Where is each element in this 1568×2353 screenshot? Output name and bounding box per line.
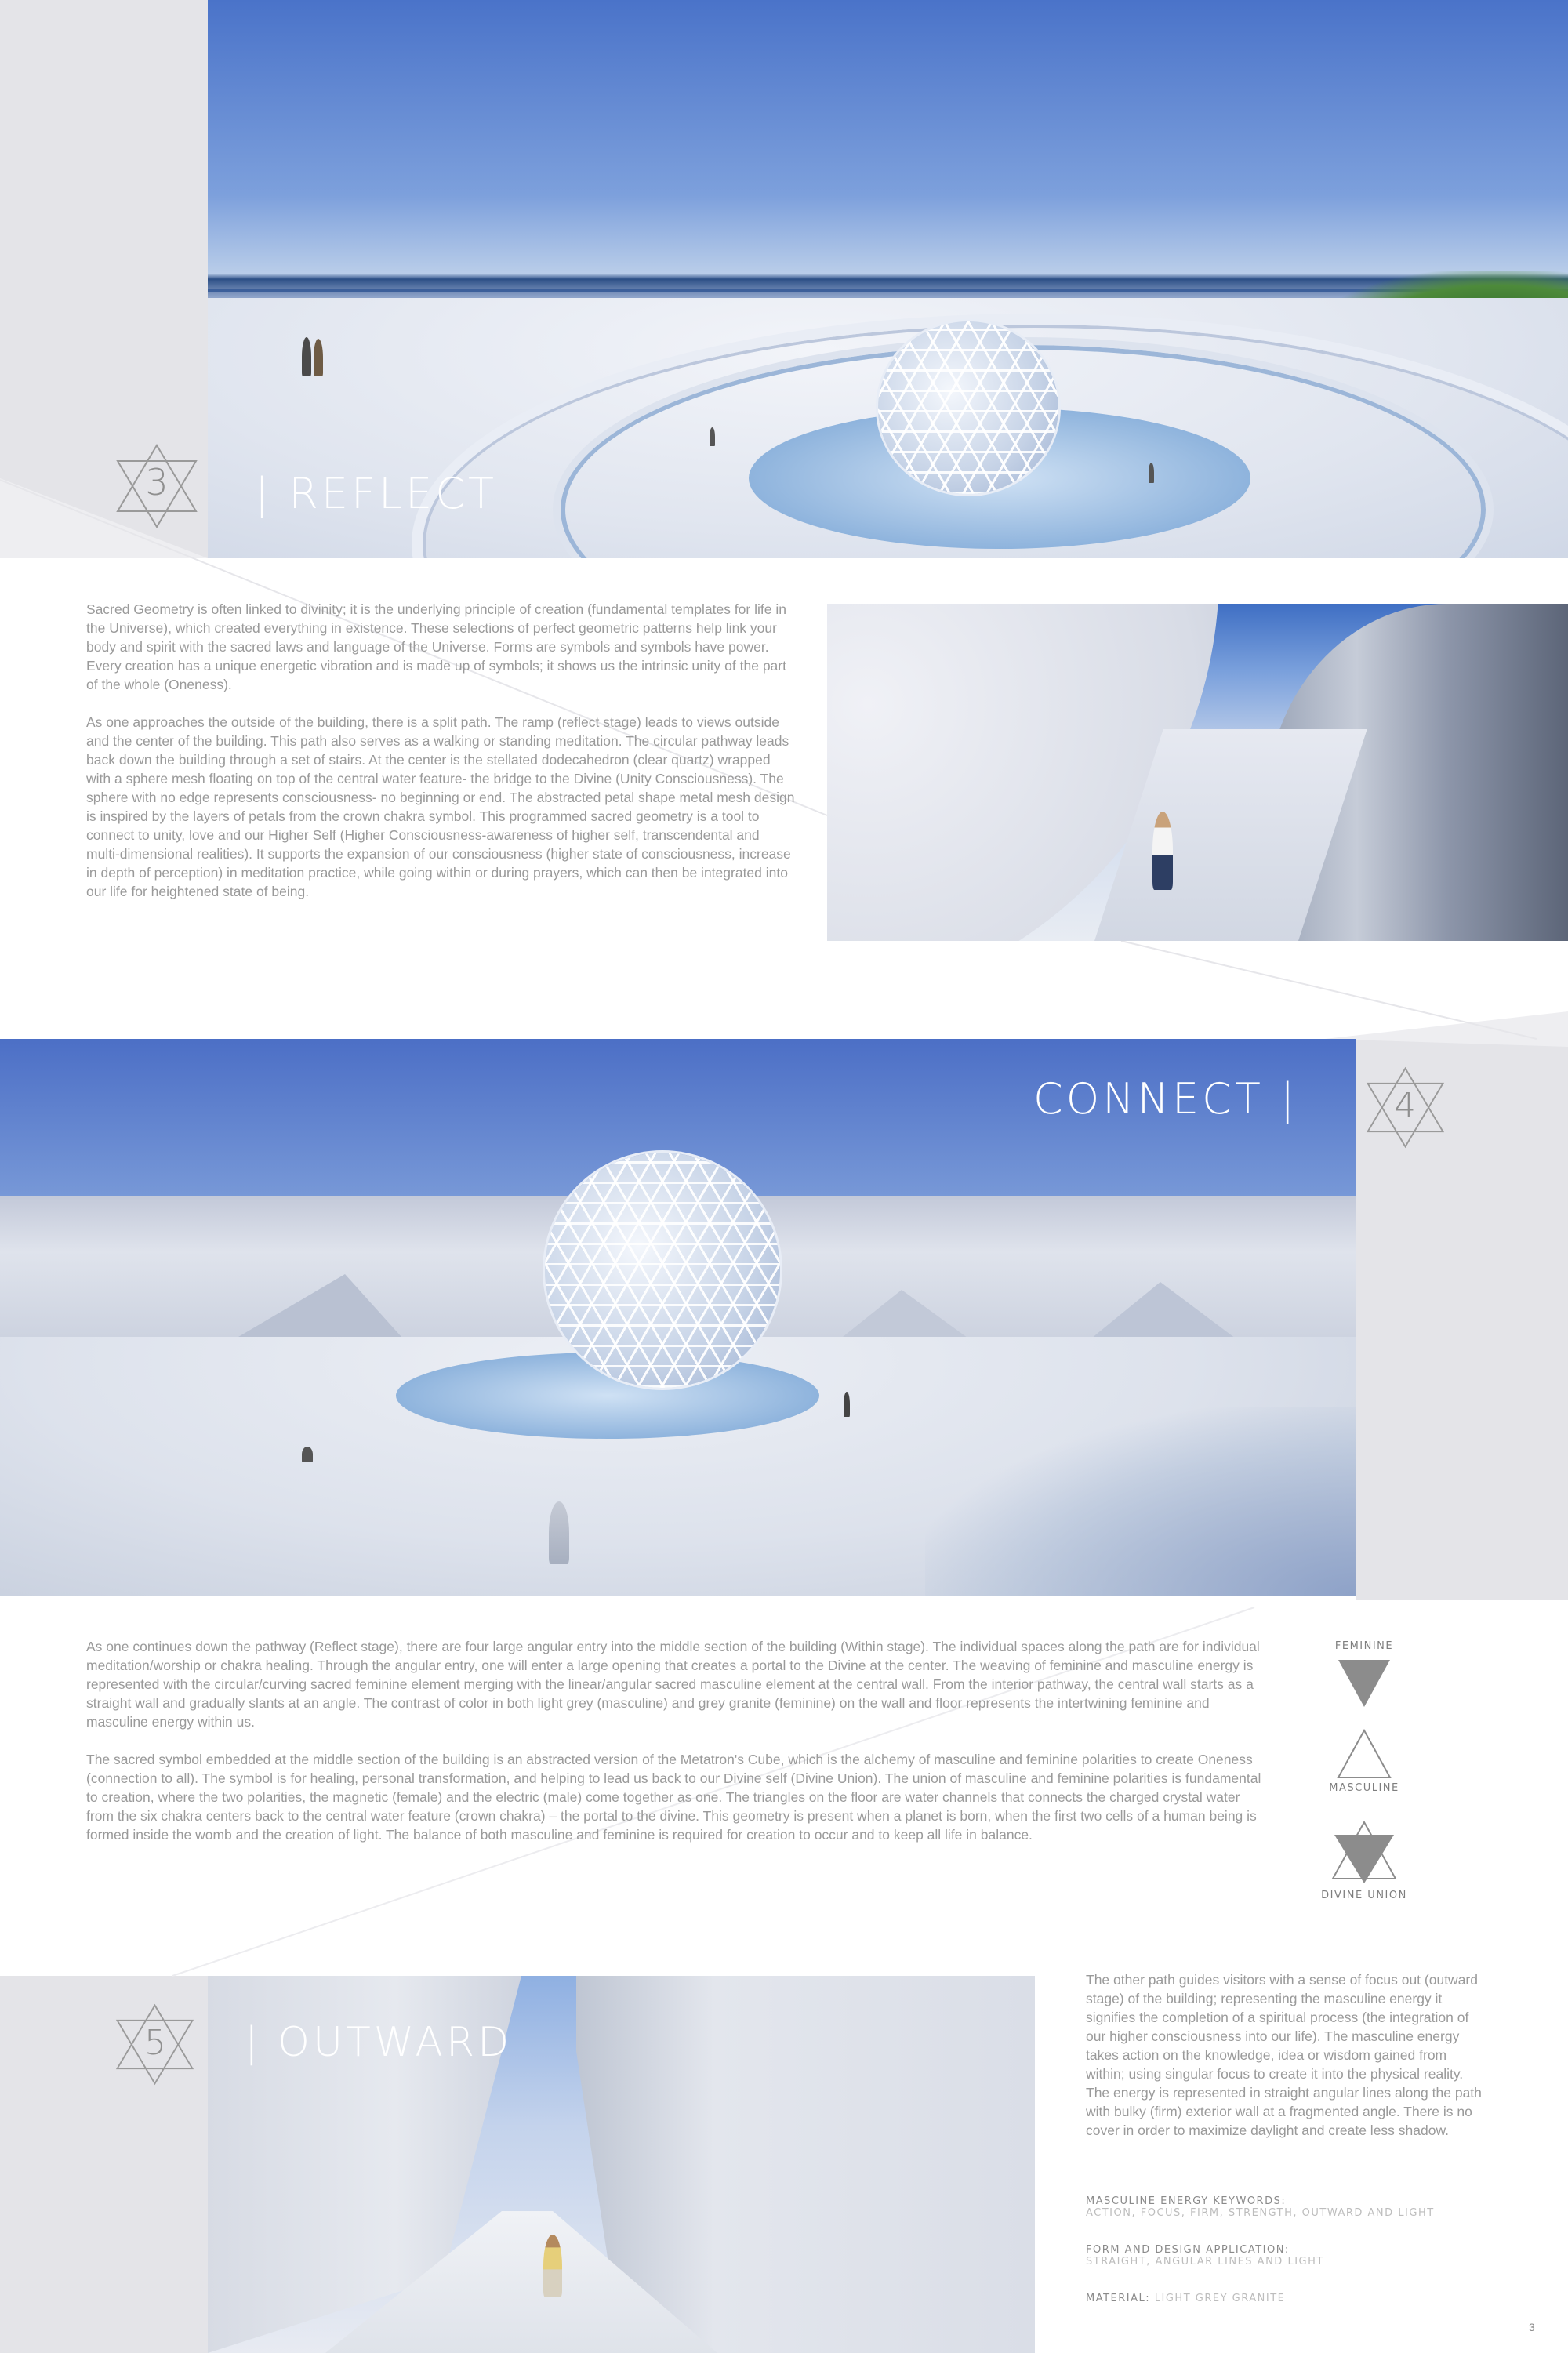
visitor-figure	[1149, 463, 1154, 483]
feminine-triangle-icon	[1337, 1658, 1392, 1709]
divine-union-icon	[1317, 1819, 1411, 1886]
crystal-sphere	[878, 321, 1058, 494]
connect-paragraph: The sacred symbol embedded at the middle section of the building is an abstracted version of the Metatron's Cube, which is the alchemy of masculine and feminine polarities to create Oneness (connection to all). The symbol is for healing, personal transformation, and helping to lead us back to our Divine self (Divine Union). The union of masculine and feminine polarities is fundamental to creation, where the two polarities, the magnetic (female) and the electric (male) come together as one. The triangles on the floor are water channels that connects the charged crystal water from the six chakra centers back to the central water feature (crown chakra) – the portal to the divine. This geometry is present when a planet is born, when the first two cells of a human being is formed inside the womb and the creation of light. The balance of both masculine and feminine is required for creation to occur and to keep all life in balance.	[86, 1752, 1261, 1843]
ramp-photo	[827, 604, 1568, 941]
divine-union-label: DIVINE UNION	[1321, 1890, 1407, 1901]
connect-text	[86, 1637, 1270, 1863]
crystal-sphere	[545, 1153, 780, 1388]
section-number: 5	[144, 2023, 166, 2063]
masculine-triangle-icon	[1337, 1729, 1392, 1780]
form-block	[1086, 2244, 1525, 2268]
visitor-figure	[549, 1501, 569, 1564]
material-block	[1086, 2293, 1525, 2304]
keywords-value: ACTION, FOCUS, FIRM, STRENGTH, OUTWARD AND LIGHT	[1086, 2207, 1435, 2219]
masculine-label: MASCULINE	[1329, 1782, 1399, 1794]
section-title-outward: | OUTWARD	[245, 2019, 513, 2066]
visitor-figure	[314, 339, 323, 376]
connect-paragraph: As one continues down the pathway (Reflect stage), there are four large angular entry into the middle section of the building (Within stage). The individual spaces along the path are for individual meditation/worship or chakra healing. Through the angular entry, one will enter a large opening that creates a portal to the Divine at the center. The weaving of feminine and masculine energy is represented with the circular/curving sacred feminine element merging with the linear/angular sacred masculine element at the central wall. From the interior pathway, the central wall starts as a straight wall and gradually slants at an angle. The contrast of color in both light grey (masculine) and grey granite (feminine) on the wall and floor represents the intertwining feminine and masculine energy within us.	[86, 1639, 1260, 1730]
keywords-block	[1086, 2195, 1525, 2219]
section-title-reflect: | REFLECT	[255, 469, 497, 518]
outward-text: The other path guides visitors with a sense of focus out (outward stage) of the building; representing the masculine energy it signifies the completion of a spiritual process (the integration of our higher consciousness into our life). The masculine energy takes action on the knowledge, idea or wisdom gained from within; using singular focus to create it into the physical reality. The energy is represented in straight angular lines along the path with bulky (firm) exterior wall at a fragmented angle. There is no cover in order to maximize daylight and create less shadow.	[1086, 1972, 1482, 2138]
keywords-label: MASCULINE ENERGY KEYWORDS:	[1086, 2195, 1287, 2207]
section-number: 4	[1394, 1086, 1416, 1126]
feminine-label: FEMININE	[1334, 1640, 1394, 1652]
visitor-figure	[302, 1447, 313, 1462]
form-value: STRAIGHT, ANGULAR LINES AND LIGHT	[1086, 2256, 1324, 2268]
visitor-figure	[844, 1392, 850, 1417]
walking-woman	[1152, 812, 1173, 890]
form-label: FORM AND DESIGN APPLICATION:	[1086, 2244, 1290, 2256]
reflect-paragraph: Sacred Geometry is often linked to divinity; it is the underlying principle of creation (fundamental templates for life in the Universe), which created everything in existence. These selections of perfect geometric patterns help link your body and spirit with the sacred laws and language of the Universe. Forms are symbols and symbols have power. Every creation has a unique energetic vibration and is made up of symbols; it shows us the intrinsic unity of the part of the whole (Oneness).	[86, 601, 786, 692]
page-number: 3	[1529, 2321, 1535, 2333]
reflect-paragraph: As one approaches the outside of the building, there is a split path. The ramp (reflect stage) leads to views outside and the center of the building. This path also serves as a walking or standing meditation. The circular pathway leads back down the building through a set of stairs. At the center is the stellated dodecahedron (clear quartz) wrapped with a sphere mesh floating on top of the central water feature- the bridge to the Divine (Unity Consciousness). The sphere with no edge represents consciousness- no beginning or end. The abstracted petal shape metal mesh design is inspired by the layers of petals from the crown chakra symbol. This programmed sacred geometry is a tool to connect to unity, love and our Higher Self (Higher Consciousness-awareness of higher self, transcendental and multi-dimensional realities). It supports the expansion of our consciousness (higher state of consciousness, increase in depth of perception) in meditation practice, while going within or during prayers, which can then be integrated into our life for heightened state of being.	[86, 714, 795, 899]
material-label: MATERIAL:	[1086, 2293, 1151, 2304]
visitor-figure	[302, 337, 311, 376]
section-number: 3	[145, 461, 169, 503]
reflect-text	[86, 600, 796, 920]
material-value: LIGHT GREY GRANITE	[1154, 2293, 1286, 2304]
shadow	[925, 1407, 1356, 1596]
visitor-figure	[710, 427, 715, 446]
section-title-connect: CONNECT |	[1033, 1074, 1298, 1124]
walking-woman	[543, 2235, 562, 2297]
